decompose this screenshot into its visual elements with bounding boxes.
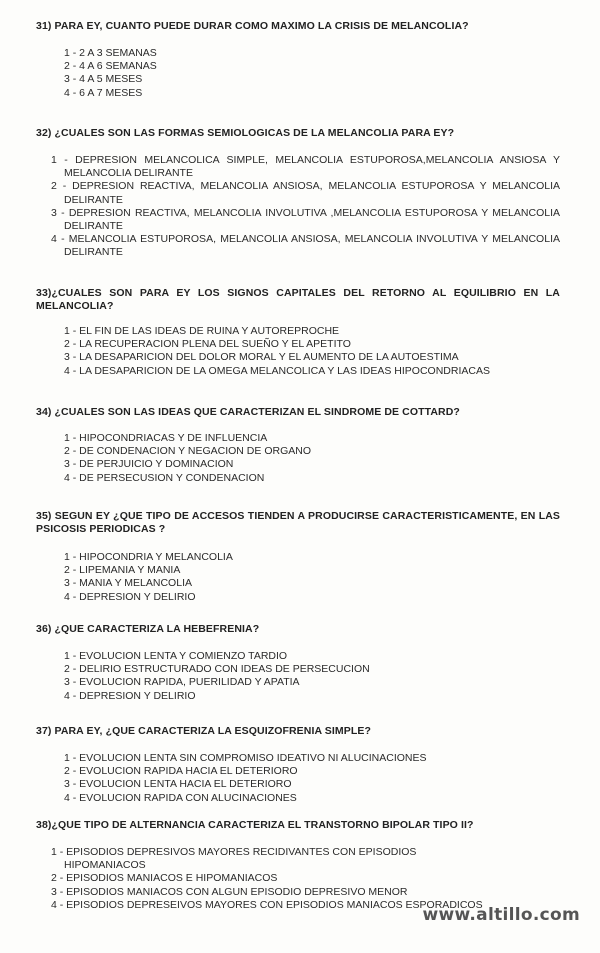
question-title: 38)¿QUE TIPO DE ALTERNANCIA CARACTERIZA EL TRANSTORNO BIPOLAR TIPO II? xyxy=(36,819,474,831)
option-3: 3 - DEPRESION REACTIVA, MELANCOLIA INVOLUTIVA ,MELANCOLIA ESTUPOROSA Y MELANCOLIA DELIRANTE xyxy=(51,206,560,233)
option-3: 3 - DE PERJUICIO Y DOMINACION xyxy=(64,458,234,471)
option-4: 4 - DEPRESION Y DELIRIO xyxy=(64,689,196,702)
options-list xyxy=(36,650,560,703)
options-list xyxy=(36,551,560,604)
option-4: 4 - MELANCOLIA ESTUPOROSA, MELANCOLIA ANSIOSA, MELANCOLIA INVOLUTIVA Y MELANCOLIA DELIRANTE xyxy=(51,233,560,259)
watermark-text: www.altillo.com xyxy=(422,905,580,925)
option-2: 2 - LIPEMANIA Y MANIA xyxy=(64,564,181,577)
question-title: 37) PARA EY, ¿QUE CARACTERIZA LA ESQUIZOFRENIA SIMPLE? xyxy=(36,725,372,737)
question-38 xyxy=(36,819,560,912)
question-34 xyxy=(36,406,560,485)
question-37 xyxy=(36,725,560,805)
question-title: 31) PARA EY, CUANTO PUEDE DURAR COMO MAXIMO LA CRISIS DE MELANCOLIA? xyxy=(36,20,469,32)
question-title: 33)¿CUALES SON PARA EY LOS SIGNOS CAPITALES DEL RETORNO AL EQUILIBRIO EN LA MELANCOLIA? xyxy=(36,287,560,312)
option-4: 4 - 6 A 7 MESES xyxy=(64,86,143,99)
option-2: 2 - DEPRESION REACTIVA, MELANCOLIA ANSIOSA, MELANCOLIA ESTUPOROSA Y MELANCOLIA DELIRANTE xyxy=(51,180,560,206)
option-2: 2 - LA RECUPERACION PLENA DEL SUEÑO Y EL APETITO xyxy=(64,338,351,351)
option-2: 2 - DE CONDENACION Y NEGACION DE ORGANO xyxy=(64,445,311,458)
question-32 xyxy=(36,127,560,260)
option-3: 3 - 4 A 5 MESES xyxy=(64,73,143,86)
question-title: 35) SEGUN EY ¿QUE TIPO DE ACCESOS TIENDEN A PRODUCIRSE CARACTERISTICAMENTE, EN LAS PSICOSIS PERIODICAS ? xyxy=(36,510,560,535)
option-2: 2 - DELIRIO ESTRUCTURADO CON IDEAS DE PERSECUCION xyxy=(64,663,370,676)
option-4: 4 - EVOLUCION RAPIDA CON ALUCINACIONES xyxy=(64,791,297,804)
option-3: 3 - LA DESAPARICION DEL DOLOR MORAL Y EL AUMENTO DE LA AUTOESTIMA xyxy=(64,351,459,364)
option-4: 4 - EPISODIOS DEPRESEIVOS MAYORES CON EPISODIOS MANIACOS ESPORADICOS xyxy=(51,898,483,911)
options-list xyxy=(36,846,560,912)
option-4: 4 - LA DESAPARICION DE LA OMEGA MELANCOLICA Y LAS IDEAS HIPOCONDRIACAS xyxy=(64,364,490,377)
option-1: 1 - EVOLUCION LENTA Y COMIENZO TARDIO xyxy=(64,650,288,662)
option-1: 1 - EPISODIOS DEPRESIVOS MAYORES RECIDIVANTES CON EPISODIOS HIPOMANIACOS xyxy=(51,846,417,872)
question-33 xyxy=(36,287,560,378)
question-title: 34) ¿CUALES SON LAS IDEAS QUE CARACTERIZAN EL SINDROME DE COTTARD? xyxy=(36,406,460,418)
question-31 xyxy=(36,20,560,100)
option-1: 1 - EL FIN DE LAS IDEAS DE RUINA Y AUTOREPROCHE xyxy=(64,325,340,337)
question-35 xyxy=(36,510,560,604)
option-2: 2 - EPISODIOS MANIACOS E HIPOMANIACOS xyxy=(51,872,278,885)
options-list xyxy=(36,154,560,260)
options-list xyxy=(36,432,560,485)
option-2: 2 - EVOLUCION RAPIDA HACIA EL DETERIORO xyxy=(64,765,298,778)
question-36 xyxy=(36,623,560,703)
options-list xyxy=(36,752,560,805)
question-title: 32) ¿CUALES SON LAS FORMAS SEMIOLOGICAS DE LA MELANCOLIA PARA EY? xyxy=(36,127,455,139)
option-1: 1 - DEPRESION MELANCOLICA SIMPLE, MELANCOLIA ESTUPOROSA,MELANCOLIA ANSIOSA Y MELANCOLIA DELIRANTE xyxy=(51,154,560,180)
option-1: 1 - HIPOCONDRIACAS Y DE INFLUENCIA xyxy=(64,432,268,444)
options-list xyxy=(36,325,560,378)
option-1: 1 - EVOLUCION LENTA SIN COMPROMISO IDEATIVO NI ALUCINACIONES xyxy=(64,752,427,764)
option-1: 1 - HIPOCONDRIA Y MELANCOLIA xyxy=(64,551,233,563)
option-3: 3 - EVOLUCION LENTA HACIA EL DETERIORO xyxy=(64,778,292,791)
option-4: 4 - DE PERSECUSION Y CONDENACION xyxy=(64,471,265,484)
option-1: 1 - 2 A 3 SEMANAS xyxy=(64,47,157,59)
option-3: 3 - MANIA Y MELANCOLIA xyxy=(64,577,192,590)
option-2: 2 - 4 A 6 SEMANAS xyxy=(64,60,157,73)
option-4: 4 - DEPRESION Y DELIRIO xyxy=(64,590,196,603)
option-3: 3 - EVOLUCION RAPIDA, PUERILIDAD Y APATIA xyxy=(64,676,300,689)
options-list xyxy=(36,47,560,100)
question-title: 36) ¿QUE CARACTERIZA LA HEBEFRENIA? xyxy=(36,623,260,635)
option-3: 3 - EPISODIOS MANIACOS CON ALGUN EPISODIO DEPRESIVO MENOR xyxy=(51,885,408,898)
